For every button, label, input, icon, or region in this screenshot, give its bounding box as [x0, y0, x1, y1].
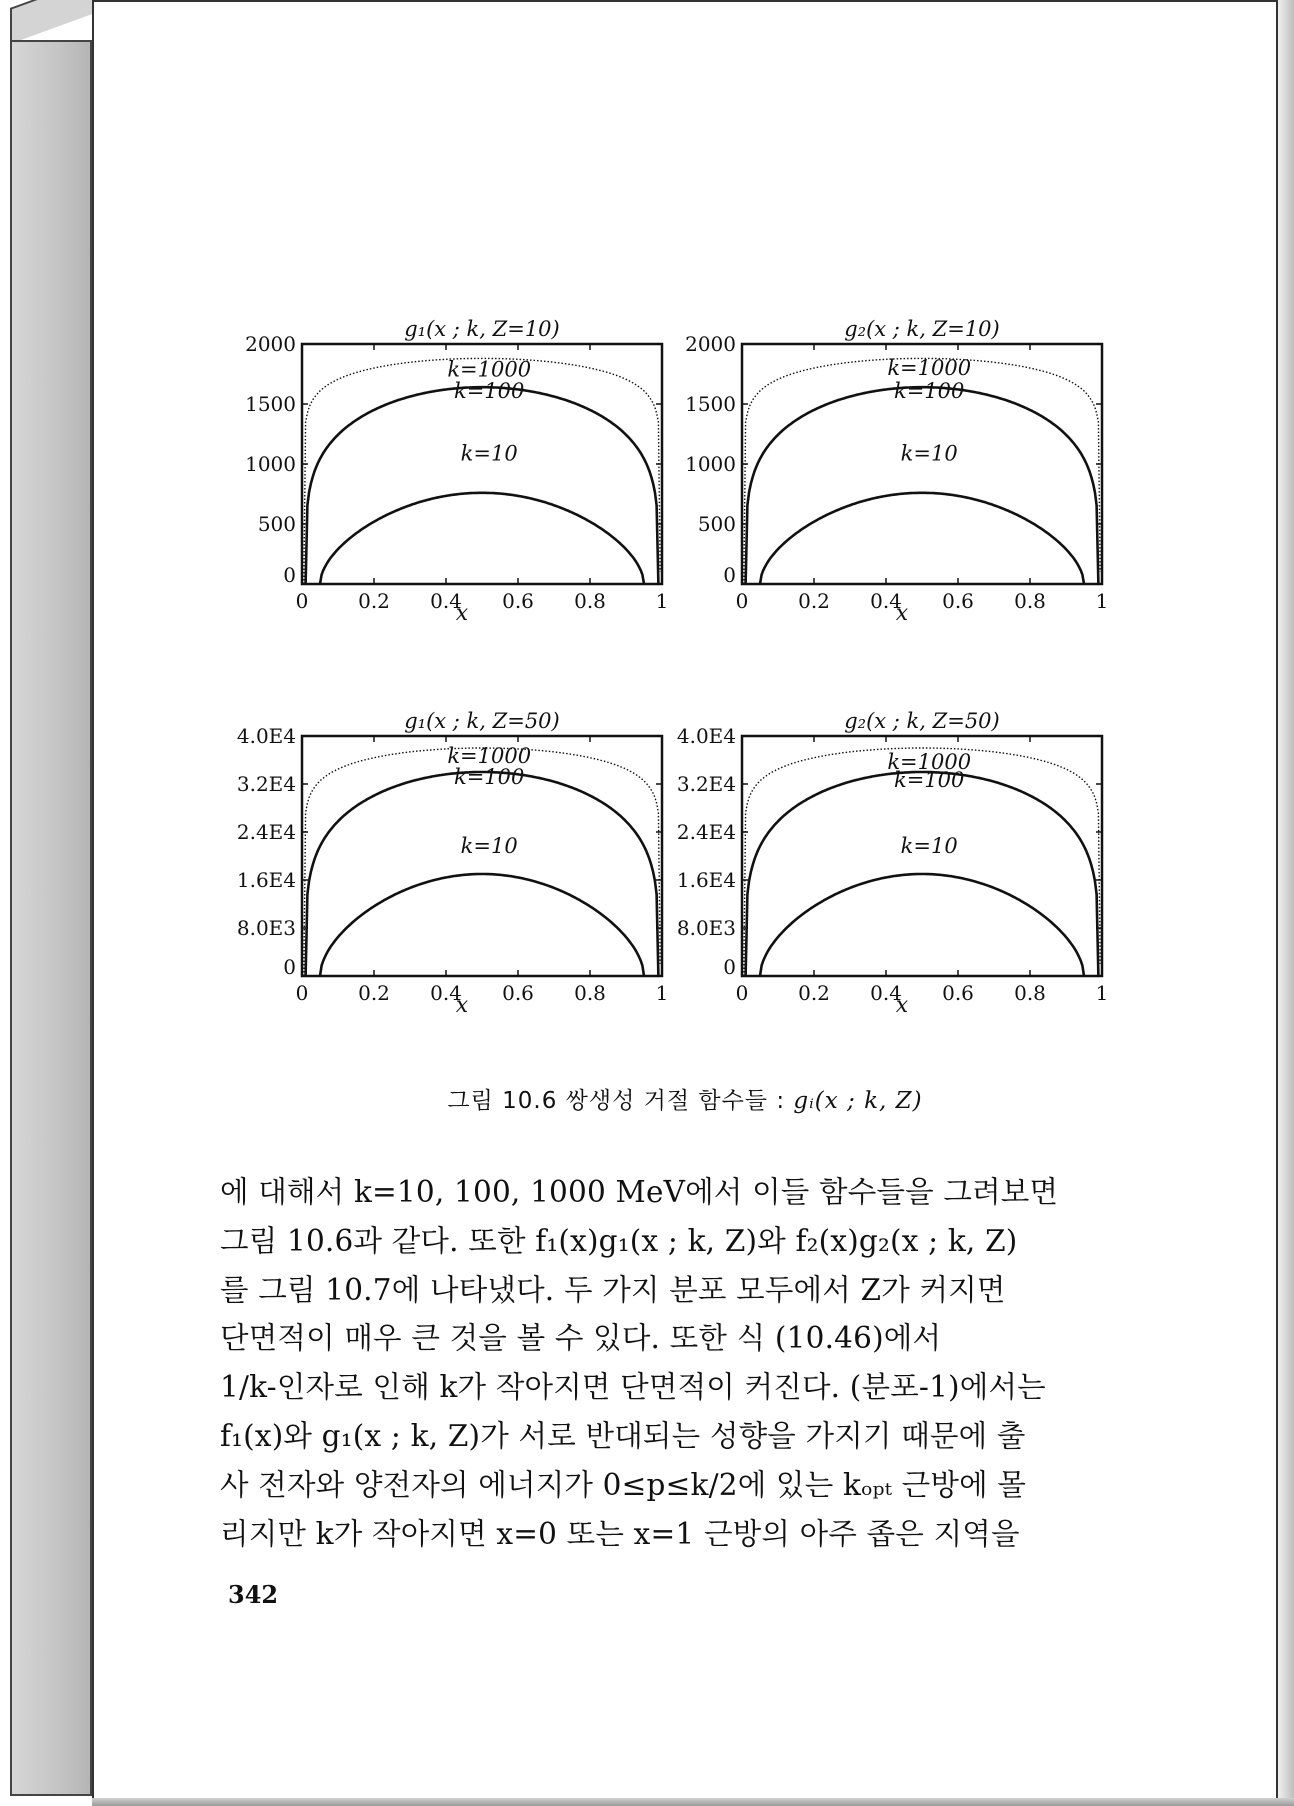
- y-tick-label: 2.4E4: [236, 820, 296, 844]
- x-tick-label: 0.8: [1014, 589, 1046, 613]
- y-tick-label: 0: [723, 955, 736, 979]
- book-spine-top: [10, 0, 94, 44]
- series-line-k-10: [760, 874, 1084, 976]
- x-tick-label: 0.8: [1014, 981, 1046, 1005]
- series-label: k=10: [460, 834, 518, 858]
- figure-caption: [92, 1082, 1278, 1115]
- series-label: k=1000: [447, 357, 532, 382]
- y-tick-label: 3.2E4: [236, 772, 296, 796]
- series-label: k=10: [900, 441, 958, 466]
- body-line: 1/k-인자로 인해 k가 작아지면 단면적이 커진다. (분포-1)에서는: [220, 1370, 1046, 1405]
- series-label: k=10: [900, 834, 958, 858]
- plot-g1-z10: [200, 312, 670, 632]
- y-tick-label: 1.6E4: [236, 868, 296, 892]
- x-tick-label: 0.4: [870, 589, 902, 613]
- y-tick-label: 1000: [685, 452, 736, 476]
- plot-g2-z50: [640, 704, 1110, 1024]
- y-tick-label: 4.0E4: [676, 724, 736, 748]
- series-label: k=100: [453, 379, 525, 403]
- y-tick-label: 1.6E4: [676, 868, 736, 892]
- chart-title: g₁(x ; k, Z=50): [404, 709, 560, 733]
- y-tick-label: 1500: [685, 392, 736, 416]
- series-label: k=1000: [887, 356, 972, 381]
- y-tick-label: 4.0E4: [236, 724, 296, 748]
- x-tick-label: 0: [295, 589, 309, 613]
- body-line: 를 그림 10.7에 나타냈다. 두 가지 분포 모두에서 Z가 커지면: [220, 1272, 1006, 1307]
- series-line-k-10: [320, 493, 644, 584]
- x-axis-label: x: [895, 601, 909, 626]
- chart-title: g₂(x ; k, Z=10): [844, 317, 1000, 341]
- book-spine: [10, 40, 92, 1796]
- series-label: k=100: [893, 768, 965, 792]
- x-tick-label: 0.4: [870, 981, 902, 1005]
- body-line: 단면적이 매우 큰 것을 볼 수 있다. 또한 식 (10.46)에서: [220, 1321, 942, 1356]
- x-tick-label: 1: [1095, 589, 1109, 613]
- x-tick-label: 0.6: [502, 981, 534, 1005]
- plot-g2-z10: [640, 312, 1110, 632]
- y-tick-label: 8.0E3: [236, 916, 296, 940]
- caption-text: 그림 10.6 쌍생성 거절 함수들 :: [447, 1088, 794, 1114]
- x-tick-label: 0: [735, 981, 749, 1005]
- y-tick-label: 1500: [245, 392, 296, 416]
- x-tick-label: 0: [735, 589, 749, 613]
- body-line: 그림 10.6과 같다. 또한 f₁(x)g₁(x ; k, Z)와 f₂(x)g₂(x ; k, Z): [220, 1223, 1018, 1258]
- caption-math: gᵢ(x ; k, Z): [793, 1088, 923, 1114]
- series-line-k-100: [306, 387, 659, 584]
- body-line: 리지만 k가 작아지면 x=0 또는 x=1 근방의 아주 좁은 지역을: [220, 1516, 1020, 1551]
- y-tick-label: 2000: [685, 332, 736, 356]
- body-line: f₁(x)와 g₁(x ; k, Z)가 서로 반대되는 성향을 가지기 때문에 출: [220, 1418, 1026, 1453]
- series-line-k-10: [760, 493, 1084, 584]
- x-tick-label: 0.2: [798, 589, 830, 613]
- x-axis-label: x: [455, 993, 469, 1018]
- series-line-k-100: [746, 387, 1099, 584]
- y-tick-label: 0: [283, 563, 296, 587]
- y-tick-label: 0: [723, 563, 736, 587]
- series-label: k=100: [893, 379, 965, 403]
- y-tick-label: 0: [283, 955, 296, 979]
- x-tick-label: 0.2: [798, 981, 830, 1005]
- series-label: k=1000: [887, 750, 972, 774]
- y-tick-label: 8.0E3: [676, 916, 736, 940]
- x-tick-label: 1: [655, 981, 669, 1005]
- x-tick-label: 0.6: [502, 589, 534, 613]
- body-line: 사 전자와 양전자의 에너지가 0≤p≤k/2에 있는 kₒₚₜ 근방에 몰: [220, 1467, 1027, 1502]
- page-edge-bottom: [92, 1798, 1294, 1806]
- y-tick-label: 1000: [245, 452, 296, 476]
- chart-title: g₁(x ; k, Z=10): [404, 317, 560, 341]
- x-axis-label: x: [455, 601, 469, 626]
- x-tick-label: 0: [295, 981, 309, 1005]
- x-axis-label: x: [895, 993, 909, 1018]
- x-tick-label: 1: [655, 589, 669, 613]
- plot-g1-z50: [200, 704, 670, 1024]
- x-tick-label: 0.6: [942, 589, 974, 613]
- series-line-k-10: [320, 874, 644, 976]
- y-tick-label: 3.2E4: [676, 772, 736, 796]
- page-number: 342: [228, 1580, 279, 1609]
- y-tick-label: 2.4E4: [676, 820, 736, 844]
- x-tick-label: 0.6: [942, 981, 974, 1005]
- y-tick-label: 500: [257, 512, 296, 536]
- body-line: 에 대해서 k=10, 100, 1000 MeV에서 이들 함수들을 그려보면: [220, 1175, 1059, 1209]
- x-tick-label: 0.4: [430, 589, 462, 613]
- x-tick-label: 0.4: [430, 981, 462, 1005]
- series-label: k=1000: [447, 744, 532, 768]
- x-tick-label: 0.8: [574, 981, 606, 1005]
- series-label: k=10: [460, 441, 518, 466]
- y-tick-label: 500: [697, 512, 736, 536]
- x-tick-label: 0.2: [358, 589, 390, 613]
- x-tick-label: 0.2: [358, 981, 390, 1005]
- x-tick-label: 1: [1095, 981, 1109, 1005]
- y-tick-label: 2000: [245, 332, 296, 356]
- page-edge-right: [1278, 0, 1294, 1806]
- series-label: k=100: [453, 765, 525, 789]
- body-paragraph: [220, 1168, 1120, 1558]
- x-tick-label: 0.8: [574, 589, 606, 613]
- chart-title: g₂(x ; k, Z=50): [844, 709, 1000, 733]
